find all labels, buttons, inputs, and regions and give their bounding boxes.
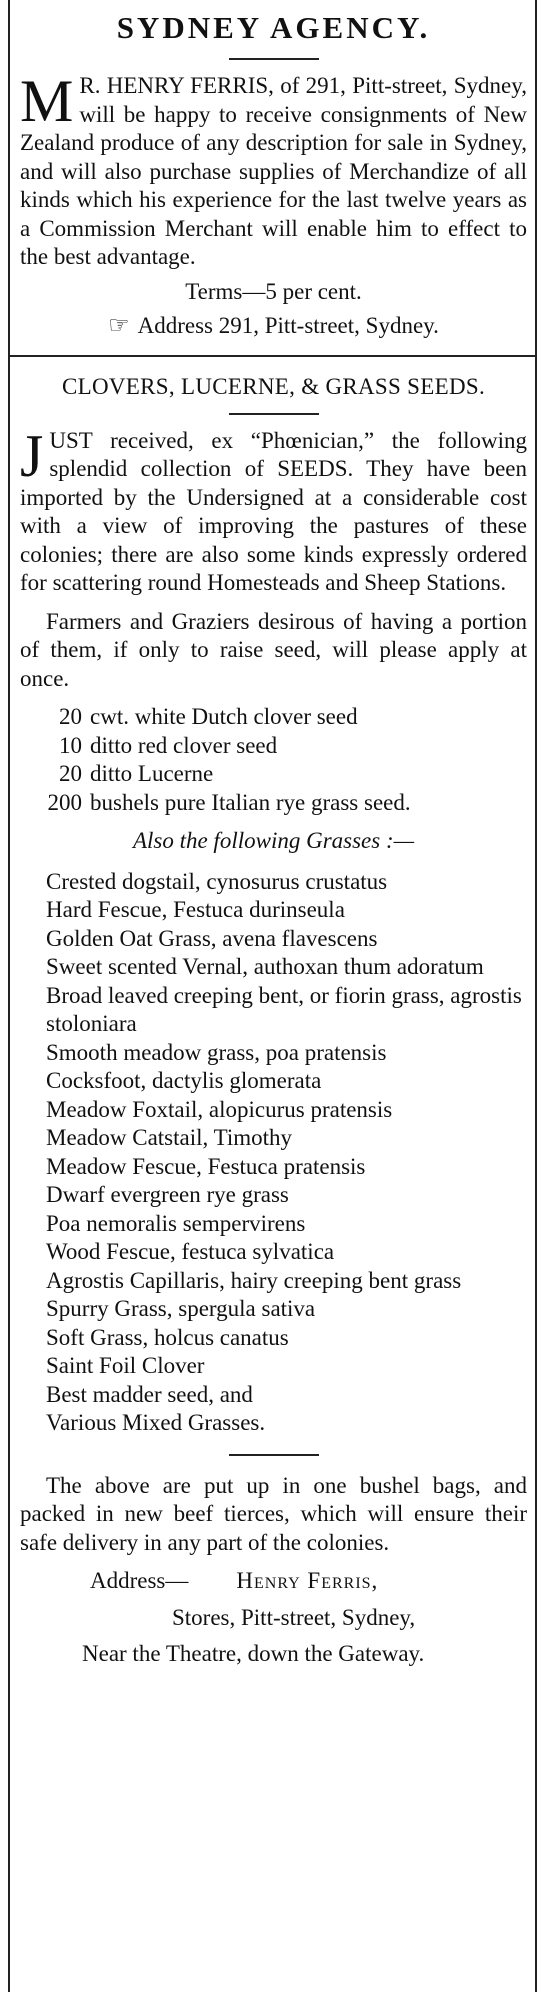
packing-paragraph: The above are put up in one bushel bags, and packed in new beef tierces, which will ensure their safe delivery in any part of the colonies.	[20, 1472, 527, 1555]
grass-item: Meadow Foxtail, alopicurus pratensis	[46, 1096, 393, 1122]
grass-item: Saint Foil Clover	[46, 1353, 205, 1378]
agency-body-text: R. HENRY FERRIS, of 291, Pitt-street, Sydney, will be happy to receive consignments of New Zealand produce of any description for sale in Sydney, and will also purchase supplies of Merchandize of all kinds which his experience for the last twelve years as a Commission Merchant will enable him to effect to the best advantage.	[20, 73, 527, 269]
grass-item: Meadow Fescue, Festuca pratensis	[46, 1153, 366, 1179]
item-quantity: 200	[47, 789, 82, 815]
grass-item: Crested dogstail, cynosurus crustatus	[46, 868, 388, 894]
grass-item: Meadow Catstail, Timothy	[46, 1125, 292, 1150]
item-quantity: 20	[59, 761, 82, 786]
agency-address-text: Address 291, Pitt-street, Sydney.	[137, 313, 439, 338]
agency-address	[20, 312, 527, 341]
list-item	[20, 760, 527, 789]
grass-item: Broad leaved creeping bent, or fiorin grass, agrostis stoloniara	[46, 982, 522, 1036]
agency-paragraph	[20, 68, 527, 272]
grass-list	[20, 868, 527, 1438]
pointing-hand-icon: ☞	[108, 313, 130, 339]
list-item	[20, 732, 527, 761]
grass-item: Cocksfoot, dactylis glomerata	[46, 1068, 322, 1093]
farmers-paragraph: Farmers and Graziers desirous of having a portion of them, if only to raise seed, will please apply at once.	[20, 608, 527, 691]
short-divider	[229, 413, 319, 415]
grass-item: Dwarf evergreen rye grass	[46, 1182, 289, 1207]
item-text: ditto red clover seed	[90, 732, 278, 758]
item-text: ditto Lucerne	[90, 761, 214, 786]
short-divider	[229, 58, 319, 60]
also-heading: Also the following Grasses :—	[132, 828, 415, 853]
address-line	[20, 1567, 527, 1596]
grass-item: Poa nemoralis sempervirens	[46, 1210, 306, 1236]
seeds-body-text: UST received, ex “Phœnician,” the following splendid collection of SEEDS. They have been imported by the Undersigned at a considerable cost with a view of improving the pastures of these colonies; there are also some kinds expressly ordered for scattering round Homesteads and Sheep Stations.	[20, 427, 527, 595]
grass-item: Spurry Grass, spergula sativa	[46, 1296, 316, 1321]
address-location: Near the Theatre, down the Gateway.	[82, 1641, 425, 1666]
grass-item: Various Mixed Grasses.	[46, 1410, 266, 1435]
signature-block	[20, 1567, 527, 1669]
grass-item: Smooth meadow grass, poa pratensis	[46, 1039, 387, 1065]
grass-item: Golden Oat Grass, avena flavescens	[46, 925, 378, 951]
seeds-heading: CLOVERS, LUCERNE, & GRASS SEEDS.	[61, 373, 485, 399]
address-stores: Stores, Pitt-street, Sydney,	[172, 1604, 416, 1630]
address-name: Henry Ferris,	[236, 1568, 379, 1593]
short-divider	[229, 1454, 319, 1456]
section-divider	[10, 355, 535, 357]
list-item	[20, 703, 527, 732]
item-text: bushels pure Italian rye grass seed.	[90, 789, 411, 815]
item-quantity: 20	[59, 704, 82, 729]
seed-list	[20, 703, 527, 817]
grass-item: Hard Fescue, Festuca durinseula	[46, 897, 345, 922]
item-text: cwt. white Dutch clover seed	[90, 704, 358, 729]
grass-item: Wood Fescue, festuca sylvatica	[46, 1239, 335, 1264]
grass-item: Sweet scented Vernal, authoxan thum adoratum	[46, 954, 484, 979]
grass-item: Best madder seed, and	[46, 1381, 253, 1407]
dropcap-letter: M	[20, 68, 74, 134]
address-label: Address—	[90, 1568, 189, 1593]
newspaper-column	[8, 0, 537, 1992]
dropcap-letter: J	[20, 422, 44, 489]
item-quantity: 10	[59, 732, 82, 758]
agency-terms: Terms—5 per cent.	[185, 278, 362, 304]
seeds-paragraph	[20, 422, 527, 598]
grass-item: Agrostis Capillaris, hairy creeping bent grass	[46, 1267, 462, 1293]
grass-item: Soft Grass, holcus canatus	[46, 1324, 289, 1350]
list-item	[20, 789, 527, 818]
agency-title: SYDNEY AGENCY.	[116, 10, 431, 45]
